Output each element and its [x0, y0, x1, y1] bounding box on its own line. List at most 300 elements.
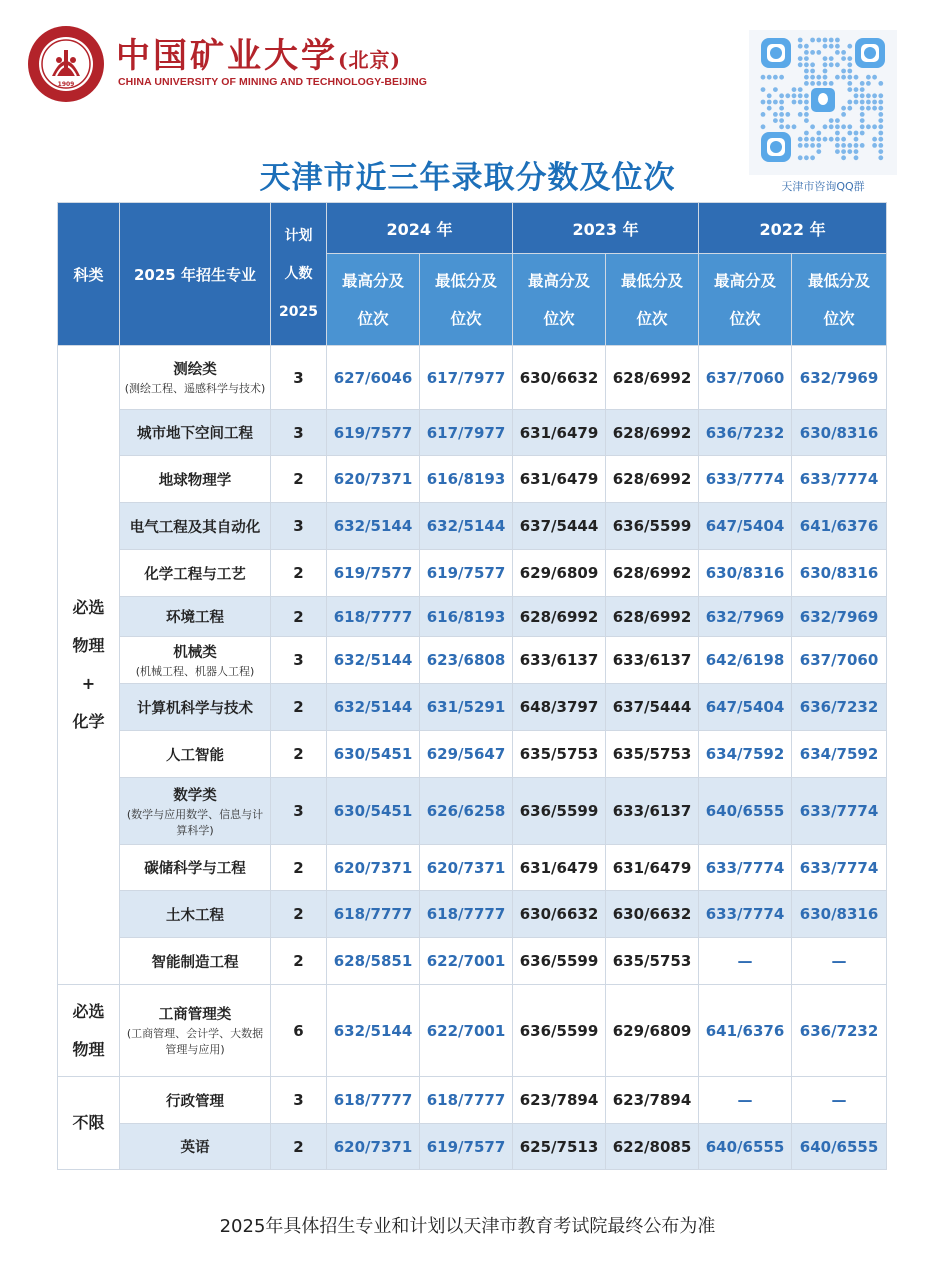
- qr-dot: [767, 100, 772, 105]
- plan-count-cell: 2: [271, 731, 327, 778]
- qr-dot: [792, 93, 797, 98]
- plan-count-cell: 3: [271, 637, 327, 684]
- major-name: 机械类: [173, 644, 217, 661]
- qr-dot: [810, 69, 815, 74]
- plan-count-cell: 2: [271, 891, 327, 938]
- category-cell: [58, 346, 120, 985]
- qr-dot: [854, 75, 859, 80]
- qr-dot: [829, 44, 834, 49]
- qr-dot: [804, 118, 809, 123]
- score-rank-cell-y2022-low: 633/7774: [792, 845, 887, 891]
- score-rank-cell-y2023-high: 623/7894: [513, 1077, 606, 1124]
- score-rank-cell-y2022-high: 647/5404: [699, 684, 792, 731]
- qr-dot: [761, 75, 766, 80]
- plan-count-cell: 3: [271, 346, 327, 410]
- score-rank-cell-y2022-low: 640/6555: [792, 1124, 887, 1170]
- qr-dot: [779, 112, 784, 117]
- qr-dot: [878, 137, 883, 142]
- university-name-cn: 中国矿业大学(北京): [116, 36, 401, 76]
- major-name: 地球物理学: [158, 472, 232, 489]
- plan-count-cell: 2: [271, 938, 327, 985]
- qr-dot: [767, 93, 772, 98]
- qr-dot: [773, 75, 778, 80]
- qr-dot: [835, 44, 840, 49]
- qr-dot: [878, 124, 883, 129]
- table-row: [58, 597, 887, 637]
- qr-dot: [835, 137, 840, 142]
- qr-dot: [804, 50, 809, 55]
- qr-dot: [761, 112, 766, 117]
- qr-dot: [810, 38, 815, 43]
- score-rank-cell-y2022-low: 636/7232: [792, 985, 887, 1077]
- score-rank-cell-y2022-high: 636/7232: [699, 410, 792, 456]
- qr-dot: [872, 124, 877, 129]
- score-rank-cell-y2022-high: 633/7774: [699, 456, 792, 503]
- qr-dot: [872, 143, 877, 148]
- qr-dot: [823, 81, 828, 86]
- score-rank-cell-y2022-high: 642/6198: [699, 637, 792, 684]
- qr-dot: [841, 75, 846, 80]
- qr-dot: [860, 124, 865, 129]
- plan-count-cell: 3: [271, 410, 327, 456]
- score-rank-cell-y2023-low: 628/6992: [606, 597, 699, 637]
- qr-dot: [841, 137, 846, 142]
- qr-dot: [798, 100, 803, 105]
- score-rank-cell-y2024-high: 632/5144: [327, 637, 420, 684]
- score-rank-cell-y2022-high: —: [699, 938, 792, 985]
- qr-dot: [798, 44, 803, 49]
- qr-dot: [866, 100, 871, 105]
- category-label-line: 物理: [72, 636, 105, 655]
- qr-dot: [804, 75, 809, 80]
- category-label-line: 物理: [72, 1039, 105, 1059]
- qr-dot: [835, 118, 840, 123]
- score-rank-cell-y2022-low: 632/7969: [792, 597, 887, 637]
- plan-count-cell: 3: [271, 778, 327, 845]
- score-rank-cell-y2024-low: 626/6258: [420, 778, 513, 845]
- qr-dot: [767, 106, 772, 111]
- major-name: 城市地下空间工程: [137, 426, 253, 442]
- score-rank-cell-y2023-high: 631/6479: [513, 410, 606, 456]
- qr-dot: [810, 75, 815, 80]
- score-rank-cell-y2023-high: 637/5444: [513, 503, 606, 550]
- qr-dot: [779, 75, 784, 80]
- major-name: 电气工程及其自动化: [129, 519, 261, 536]
- table-row: [58, 503, 887, 550]
- qr-dot: [816, 131, 821, 136]
- major-cell: [120, 456, 271, 503]
- qr-dot: [847, 100, 852, 105]
- score-rank-cell-y2024-low: 622/7001: [420, 985, 513, 1077]
- score-rank-cell-y2023-high: 636/5599: [513, 938, 606, 985]
- major-cell: [120, 778, 271, 845]
- major-cell: [120, 597, 271, 637]
- score-rank-cell-y2022-high: 647/5404: [699, 503, 792, 550]
- major-name: 数学类: [173, 787, 217, 804]
- major-name: 测绘类: [173, 362, 217, 378]
- qr-dot: [860, 143, 865, 148]
- score-rank-cell-y2024-high: 618/7777: [327, 1077, 420, 1124]
- score-rank-cell-y2024-low: 631/5291: [420, 684, 513, 731]
- qr-dot: [804, 112, 809, 117]
- qr-dot: [847, 124, 852, 129]
- qr-dot: [761, 124, 766, 129]
- qr-dot: [860, 106, 865, 111]
- score-rank-cell-y2022-high: 630/8316: [699, 550, 792, 597]
- qr-dot: [804, 106, 809, 111]
- qr-dot: [878, 81, 883, 86]
- major-name: 智能制造工程: [151, 954, 239, 971]
- table-row: [58, 637, 887, 684]
- score-rank-cell-y2022-high: —: [699, 1077, 792, 1124]
- qr-dot: [829, 124, 834, 129]
- university-name-en: CHINA UNIVERSITY OF MINING AND TECHNOLOGY-BEIJING: [118, 76, 428, 88]
- score-rank-cell-y2022-low: 633/7774: [792, 456, 887, 503]
- score-rank-cell-y2023-low: 623/7894: [606, 1077, 699, 1124]
- score-rank-cell-y2023-high: 631/6479: [513, 845, 606, 891]
- plan-count-cell: 3: [271, 503, 327, 550]
- qr-dot: [835, 75, 840, 80]
- qr-dot: [866, 75, 871, 80]
- qr-dot: [878, 100, 883, 105]
- score-rank-cell-y2024-high: 620/7371: [327, 845, 420, 891]
- qr-dot: [823, 69, 828, 74]
- major-cell: [120, 845, 271, 891]
- table-row: [58, 985, 887, 1077]
- score-rank-cell-y2022-low: 636/7232: [792, 684, 887, 731]
- score-rank-cell-y2024-low: 617/7977: [420, 410, 513, 456]
- score-rank-cell-y2023-high: 636/5599: [513, 778, 606, 845]
- qr-dot: [798, 56, 803, 61]
- qr-dot: [878, 93, 883, 98]
- table-row: [58, 778, 887, 845]
- score-rank-cell-y2024-low: 629/5647: [420, 731, 513, 778]
- qr-code-icon: [759, 36, 887, 164]
- major-name: 人工智能: [166, 747, 224, 764]
- category-label-line: 必选: [72, 598, 105, 617]
- score-rank-cell-y2022-high: 640/6555: [699, 778, 792, 845]
- header-2023-low: 最低分及 位次: [606, 254, 699, 346]
- score-rank-cell-y2024-high: 620/7371: [327, 456, 420, 503]
- qr-dot: [773, 112, 778, 117]
- qr-dot: [816, 38, 821, 43]
- qr-dot: [847, 56, 852, 61]
- score-rank-cell-y2023-low: 637/5444: [606, 684, 699, 731]
- score-rank-cell-y2022-low: 634/7592: [792, 731, 887, 778]
- score-rank-cell-y2024-high: 618/7777: [327, 597, 420, 637]
- plan-count-cell: 2: [271, 597, 327, 637]
- footer-note: 2025年具体招生专业和计划以天津市教育考试院最终公布为准: [219, 1216, 716, 1237]
- score-rank-cell-y2023-low: 635/5753: [606, 731, 699, 778]
- table-row: [58, 346, 887, 410]
- score-rank-cell-y2023-low: 628/6992: [606, 456, 699, 503]
- score-rank-cell-y2023-low: 633/6137: [606, 778, 699, 845]
- qr-dot: [823, 62, 828, 67]
- header-year-2024: 2024 年: [327, 203, 513, 254]
- qr-dot: [823, 56, 828, 61]
- qr-dot: [878, 118, 883, 123]
- qr-dot: [847, 143, 852, 148]
- qr-dot: [798, 38, 803, 43]
- major-cell: [120, 503, 271, 550]
- table-row: [58, 456, 887, 503]
- qr-dot: [779, 118, 784, 123]
- score-rank-cell-y2024-high: 632/5144: [327, 985, 420, 1077]
- qr-dot: [872, 100, 877, 105]
- score-rank-cell-y2023-high: 633/6137: [513, 637, 606, 684]
- score-rank-cell-y2022-high: 637/7060: [699, 346, 792, 410]
- qr-dot: [773, 118, 778, 123]
- qr-dot: [823, 38, 828, 43]
- qr-dot: [829, 38, 834, 43]
- score-rank-cell-y2023-high: 631/6479: [513, 456, 606, 503]
- qr-dot: [860, 81, 865, 86]
- major-cell: [120, 637, 271, 684]
- qr-dot: [804, 143, 809, 148]
- score-rank-cell-y2024-low: 618/7777: [420, 1077, 513, 1124]
- qr-dot: [804, 44, 809, 49]
- qr-dot: [785, 112, 790, 117]
- score-rank-cell-y2022-high: 634/7592: [699, 731, 792, 778]
- qr-dot: [847, 106, 852, 111]
- qr-dot: [860, 118, 865, 123]
- qr-dot: [835, 38, 840, 43]
- qr-dot: [847, 75, 852, 80]
- qr-dot: [810, 124, 815, 129]
- plan-count-cell: 3: [271, 1077, 327, 1124]
- score-rank-cell-y2024-high: 627/6046: [327, 346, 420, 410]
- qr-dot: [823, 124, 828, 129]
- header-2024-high: 最高分及 位次: [327, 254, 420, 346]
- category-cell: [58, 1077, 120, 1170]
- qr-dot: [847, 44, 852, 49]
- qr-dot: [878, 131, 883, 136]
- plan-count-cell: 2: [271, 684, 327, 731]
- header-plan: 计划 人数 2025: [271, 203, 327, 346]
- page-title: 天津市近三年录取分数及位次: [259, 160, 676, 196]
- plan-count-cell: 2: [271, 550, 327, 597]
- score-rank-cell-y2024-low: 616/8193: [420, 597, 513, 637]
- qr-dot: [804, 100, 809, 105]
- major-cell: [120, 410, 271, 456]
- qr-dot: [829, 118, 834, 123]
- qr-dot: [847, 87, 852, 92]
- qr-dot: [823, 75, 828, 80]
- qr-dot: [860, 87, 865, 92]
- score-rank-cell-y2024-low: 617/7977: [420, 346, 513, 410]
- qr-dot: [804, 93, 809, 98]
- score-rank-cell-y2024-high: 628/5851: [327, 938, 420, 985]
- qr-dot: [823, 137, 828, 142]
- qr-dot: [872, 106, 877, 111]
- major-subjects: (测绘工程、遥感科学与技术): [124, 382, 266, 395]
- qr-dot: [878, 143, 883, 148]
- major-cell: [120, 938, 271, 985]
- score-rank-cell-y2024-low: 620/7371: [420, 845, 513, 891]
- qr-dot: [835, 131, 840, 136]
- qr-dot: [829, 62, 834, 67]
- qr-dot: [804, 56, 809, 61]
- major-subjects: (机械工程、机器人工程): [135, 664, 255, 678]
- qr-dot: [792, 100, 797, 105]
- qr-dot: [841, 112, 846, 117]
- score-rank-cell-y2024-low: 619/7577: [420, 1124, 513, 1170]
- major-name: 碳储科学与工程: [144, 861, 246, 877]
- qr-dot: [798, 62, 803, 67]
- qr-dot: [816, 81, 821, 86]
- table-row: [58, 550, 887, 597]
- score-rank-cell-y2022-low: 641/6376: [792, 503, 887, 550]
- score-rank-cell-y2022-high: 633/7774: [699, 845, 792, 891]
- qr-dot: [816, 75, 821, 80]
- qr-dot: [829, 137, 834, 142]
- score-rank-cell-y2022-high: 633/7774: [699, 891, 792, 938]
- plan-count-cell: 2: [271, 456, 327, 503]
- qr-dot: [829, 81, 834, 86]
- header-major: 2025 年招生专业: [120, 203, 271, 346]
- qr-dot: [779, 100, 784, 105]
- qr-dot: [866, 81, 871, 86]
- category-label-line: 化学: [72, 712, 105, 731]
- score-rank-cell-y2024-low: 622/7001: [420, 938, 513, 985]
- qr-dot: [816, 137, 821, 142]
- qr-dot: [785, 93, 790, 98]
- qr-dot: [854, 143, 859, 148]
- category-label-line: 必选: [72, 1001, 105, 1021]
- qr-dot: [810, 50, 815, 55]
- major-cell: [120, 1077, 271, 1124]
- score-rank-cell-y2023-low: 628/6992: [606, 346, 699, 410]
- score-rank-cell-y2022-low: —: [792, 938, 887, 985]
- qr-dot: [860, 100, 865, 105]
- qr-dot: [798, 93, 803, 98]
- qr-dot: [835, 143, 840, 148]
- score-rank-cell-y2024-low: 623/6808: [420, 637, 513, 684]
- major-name: 土木工程: [166, 907, 224, 924]
- major-name: 化学工程与工艺: [144, 566, 246, 583]
- score-rank-cell-y2024-low: 632/5144: [420, 503, 513, 550]
- table-row: [58, 410, 887, 456]
- score-rank-cell-y2024-high: 620/7371: [327, 1124, 420, 1170]
- score-rank-cell-y2023-low: 628/6992: [606, 410, 699, 456]
- qr-dot: [804, 137, 809, 142]
- score-rank-cell-y2024-high: 630/5451: [327, 778, 420, 845]
- table-row: [58, 845, 887, 891]
- qr-dot: [761, 100, 766, 105]
- score-rank-cell-y2024-high: 632/5144: [327, 684, 420, 731]
- qr-dot: [810, 137, 815, 142]
- score-rank-cell-y2022-low: 633/7774: [792, 778, 887, 845]
- score-rank-cell-y2024-low: 616/8193: [420, 456, 513, 503]
- qr-dot: [835, 62, 840, 67]
- score-rank-cell-y2024-high: 632/5144: [327, 503, 420, 550]
- qr-dot: [804, 62, 809, 67]
- qr-dot: [866, 124, 871, 129]
- score-rank-cell-y2023-high: 625/7513: [513, 1124, 606, 1170]
- major-subjects: (工商管理、会计学、大数据管理与应用): [126, 1027, 264, 1056]
- header-year-2022: 2022 年: [699, 203, 887, 254]
- header-2022-high: 最高分及 位次: [699, 254, 792, 346]
- category-label-line: 不限: [72, 1113, 105, 1132]
- qr-dot: [810, 143, 815, 148]
- plan-count-cell: 6: [271, 985, 327, 1077]
- qr-dot: [835, 50, 840, 55]
- major-cell: [120, 346, 271, 410]
- qr-dot: [872, 93, 877, 98]
- qr-dot: [860, 131, 865, 136]
- qr-dot: [878, 106, 883, 111]
- header-year-2023: 2023 年: [513, 203, 699, 254]
- header-2024-low: 最低分及 位次: [420, 254, 513, 346]
- qr-dot: [854, 137, 859, 142]
- table-row: [58, 684, 887, 731]
- qr-dot: [860, 93, 865, 98]
- qr-dot: [816, 143, 821, 148]
- qr-dot: [779, 93, 784, 98]
- qr-dot: [847, 81, 852, 86]
- qr-dot: [860, 112, 865, 117]
- score-rank-cell-y2022-high: 632/7969: [699, 597, 792, 637]
- university-seal-logo: [26, 24, 106, 104]
- qr-dot: [872, 75, 877, 80]
- qr-dot: [773, 87, 778, 92]
- score-rank-cell-y2023-low: 635/5753: [606, 938, 699, 985]
- header-2022-low: 最低分及 位次: [792, 254, 887, 346]
- qr-dot: [810, 62, 815, 67]
- score-rank-cell-y2023-high: 635/5753: [513, 731, 606, 778]
- qr-dot: [841, 56, 846, 61]
- qr-dot: [841, 69, 846, 74]
- score-rank-cell-y2022-high: 641/6376: [699, 985, 792, 1077]
- score-rank-cell-y2024-low: 618/7777: [420, 891, 513, 938]
- qr-dot: [854, 93, 859, 98]
- major-cell: [120, 550, 271, 597]
- plan-count-cell: 2: [271, 1124, 327, 1170]
- qr-dot: [847, 69, 852, 74]
- qr-dot: [804, 69, 809, 74]
- qr-dot: [773, 100, 778, 105]
- major-name: 英语: [180, 1140, 210, 1156]
- category-label-line: +: [81, 674, 96, 693]
- score-rank-cell-y2023-high: 629/6809: [513, 550, 606, 597]
- category-cell: [58, 985, 120, 1077]
- score-rank-cell-y2023-low: 629/6809: [606, 985, 699, 1077]
- qr-dot: [779, 106, 784, 111]
- qr-dot: [804, 131, 809, 136]
- qr-dot: [798, 143, 803, 148]
- qr-dot: [798, 137, 803, 142]
- qr-dot: [785, 124, 790, 129]
- major-cell: [120, 985, 271, 1077]
- header-category: 科类: [58, 203, 120, 346]
- qr-dot: [841, 143, 846, 148]
- qr-dot: [798, 87, 803, 92]
- score-rank-cell-y2023-low: 622/8085: [606, 1124, 699, 1170]
- qr-dot: [804, 81, 809, 86]
- major-name: 行政管理: [166, 1093, 224, 1110]
- score-rank-cell-y2023-high: 630/6632: [513, 346, 606, 410]
- qr-dot: [823, 44, 828, 49]
- major-name: 计算机科学与技术: [137, 700, 253, 717]
- score-rank-cell-y2023-low: 636/5599: [606, 503, 699, 550]
- score-rank-cell-y2024-high: 619/7577: [327, 550, 420, 597]
- table-row: [58, 731, 887, 778]
- qr-dot: [810, 81, 815, 86]
- qr-dot: [829, 56, 834, 61]
- table-row: [58, 891, 887, 938]
- seal-year-text: 1909: [57, 81, 75, 88]
- qr-dot: [841, 50, 846, 55]
